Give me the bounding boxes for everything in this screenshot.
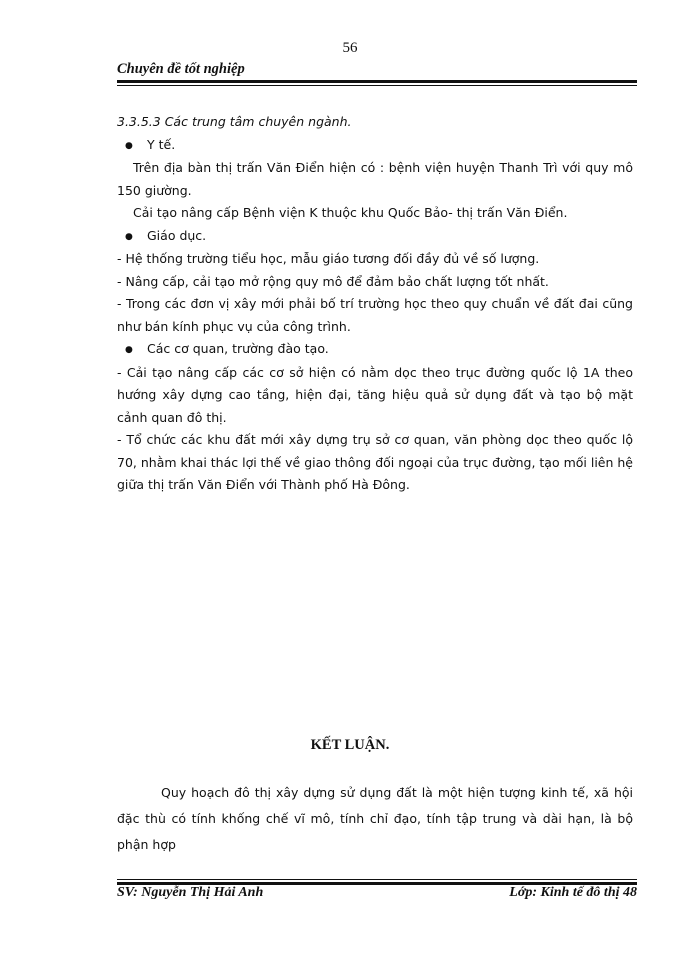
header-divider [117, 80, 637, 86]
bullet-icon: ● [125, 231, 133, 242]
footer-student-name: SV: Nguyễn Thị Hải Anh [117, 885, 264, 900]
dash-item: - Hệ thống trường tiểu học, mẫu giáo tương đối đầy đủ về số lượng. [117, 251, 540, 266]
section-heading: 3.3.5.3 Các trung tâm chuyên ngành. [117, 114, 352, 129]
footer-class: Lớp: Kinh tế đô thị 48 [509, 885, 637, 900]
conclusion-paragraph: Quy hoạch đô thị xây dựng sử dụng đất là một hiện tượng kinh tế, xã hội đặc thù có tính khống chế vĩ mô, tính chỉ đạo, tính tập trung và dài hạn, là bộ phận hợp [117, 785, 633, 852]
bullet-text: Y tế. [147, 136, 176, 152]
bullet-icon: ● [125, 345, 133, 355]
section-content [117, 111, 633, 497]
bullet-icon: ● [125, 140, 133, 151]
dash-item: - Trong các đơn vị xây mới phải bố trí trường học theo quy chuẩn về đất đai cũng như bán kính phục vụ của công trình. [117, 296, 633, 334]
page-number: 56 [342, 40, 358, 56]
dash-item: - Cải tạo nâng cấp các cơ sở hiện có nằm dọc theo trục đường quốc lộ 1A theo hướng xây dựng cao tầng, hiện đại, tăng hiệu quả sử dụng đất và tạo bộ mặt cảnh quan đô thị. [117, 364, 633, 425]
bullet-item [117, 225, 633, 249]
bullet-text: Các cơ quan, trường đào tạo. [147, 341, 329, 356]
body-paragraph: Trên địa bàn thị trấn Văn Điển hiện có : bệnh viện huyện Thanh Trì với quy mô 150 giường. [117, 160, 633, 198]
dash-item: - Nâng cấp, cải tạo mở rộng quy mô để đảm bảo chất lượng tốt nhất. [117, 273, 549, 289]
bullet-item [117, 338, 633, 362]
dash-item: - Tổ chức các khu đất mới xây dựng trụ sở cơ quan, văn phòng dọc theo quốc lộ 70, nhằm khai thác lợi thế về giao thông đối ngoại của trục đường, tạo mối liên hệ giữa thị trấn Văn Điển với Thành phố Hà Đông. [117, 432, 633, 492]
bullet-item [117, 134, 633, 158]
paragraph-list [117, 134, 633, 497]
header-title: Chuyên đề tốt nghiệp [117, 61, 245, 77]
bullet-text: Giáo dục. [147, 227, 207, 243]
conclusion-heading: KẾT LUẬN. [310, 737, 390, 753]
body-paragraph: Cải tạo nâng cấp Bệnh viện K thuộc khu Quốc Bảo- thị trấn Văn Điển. [133, 205, 568, 220]
